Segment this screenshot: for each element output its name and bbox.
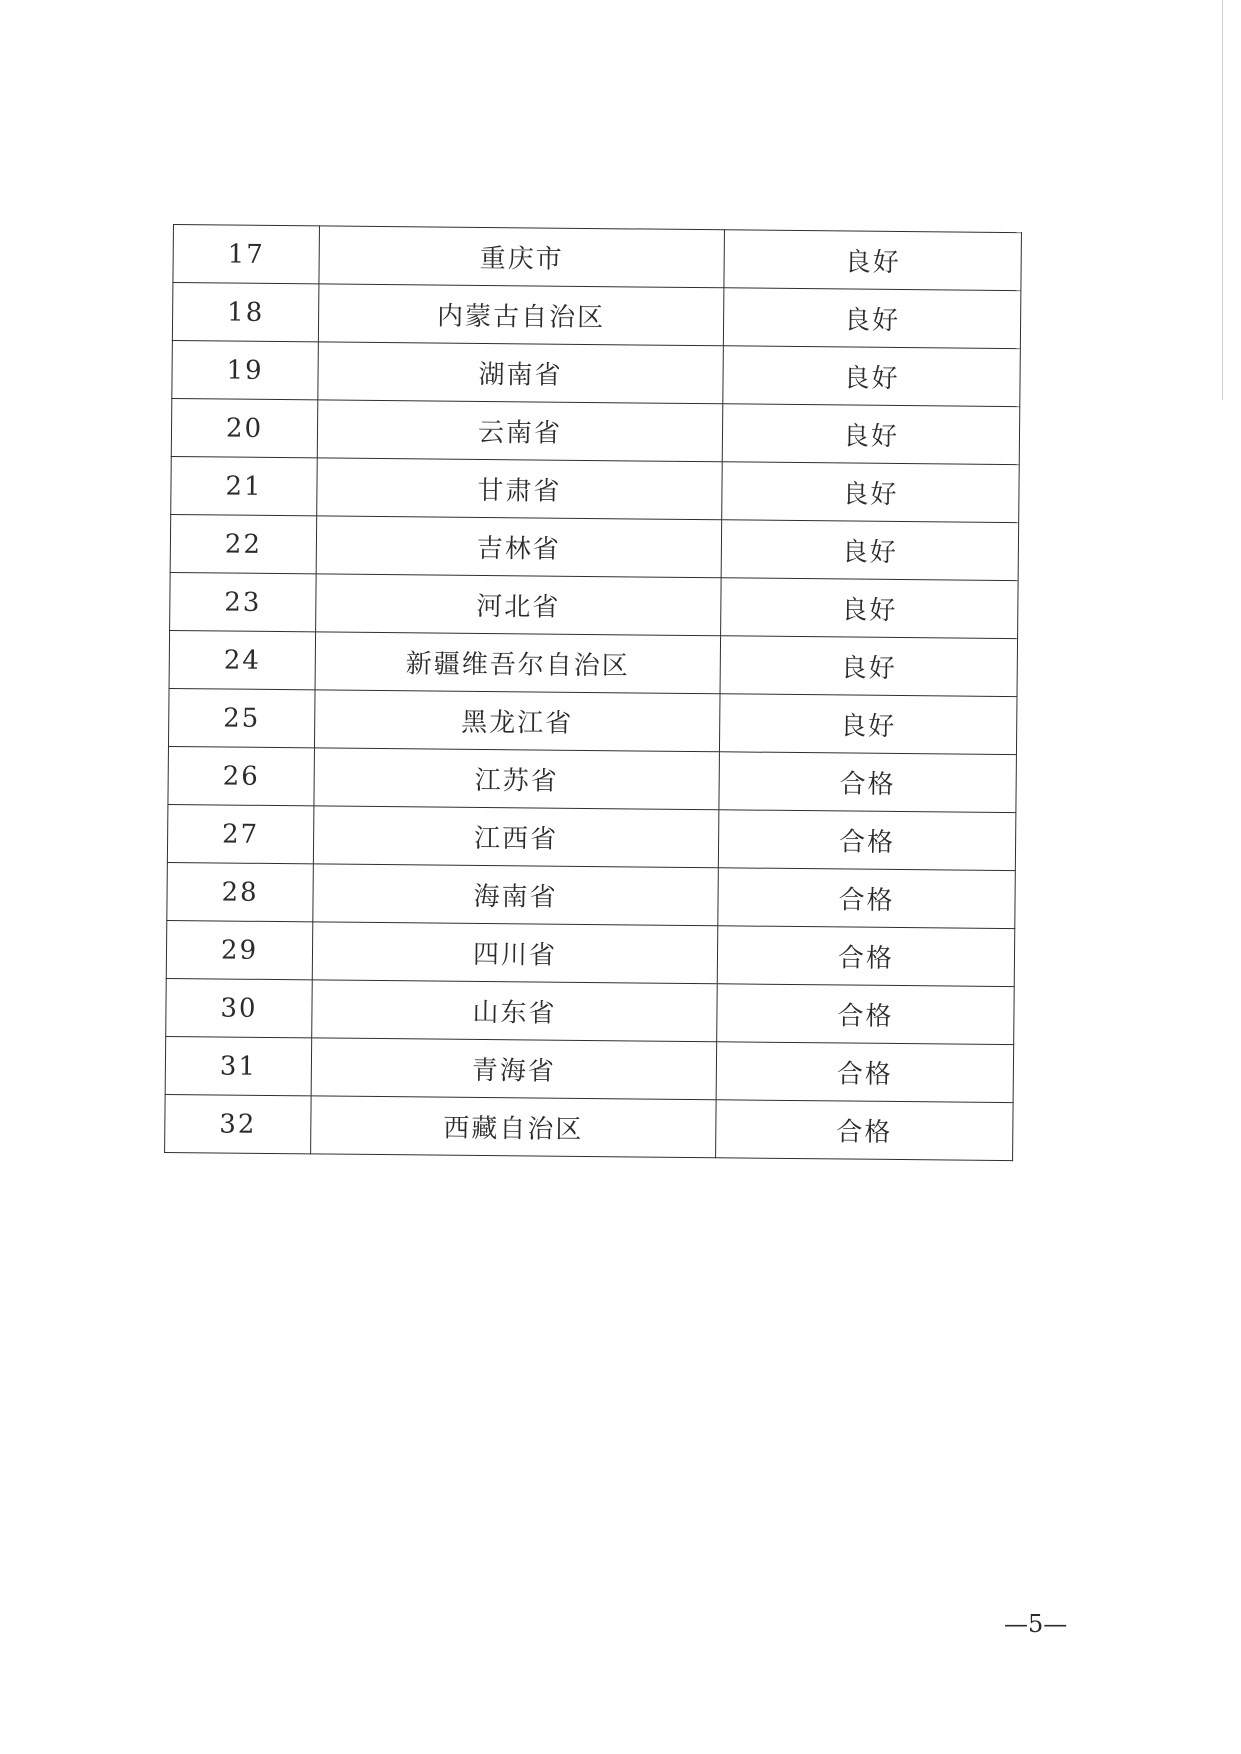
grade-cell: 良好 [724,230,1022,291]
row-number-cell: 17 [173,225,320,284]
region-name-cell: 江西省 [313,806,719,868]
row-number-cell: 28 [167,862,314,921]
region-name-cell: 河北省 [316,574,722,636]
grade-cell: 良好 [723,288,1021,349]
grade-cell: 合格 [718,868,1016,929]
grade-cell: 合格 [718,810,1016,871]
table-row [170,514,1019,580]
row-number-cell: 19 [172,340,319,399]
table-row [172,340,1021,406]
grade-cell: 良好 [722,462,1020,523]
table-row [167,804,1016,870]
table-row [171,398,1020,464]
row-number-cell: 27 [167,804,314,863]
region-name-cell: 内蒙古自治区 [318,284,724,346]
region-name-cell: 黑龙江省 [314,690,720,752]
region-name-cell: 湖南省 [318,342,724,404]
region-name-cell: 云南省 [317,400,723,462]
row-number-cell: 22 [170,514,317,573]
grade-cell: 合格 [719,752,1017,813]
table-row [165,1036,1014,1102]
table-row [169,630,1018,696]
row-number-cell: 25 [168,688,315,747]
table-row [167,862,1016,928]
results-table-body [165,225,1022,1161]
results-table [164,224,1022,1161]
row-number-cell: 20 [171,398,318,457]
table-row [170,572,1019,638]
region-name-cell: 甘肃省 [317,458,723,520]
grade-cell: 合格 [716,1100,1014,1161]
region-name-cell: 吉林省 [316,516,722,578]
grade-cell: 良好 [721,520,1019,581]
region-name-cell: 江苏省 [314,748,720,810]
region-name-cell: 海南省 [313,864,719,926]
table-row [166,920,1015,986]
grade-cell: 良好 [719,694,1017,755]
row-number-cell: 26 [168,746,315,805]
table-row [172,283,1021,349]
row-number-cell: 24 [169,630,316,689]
row-number-cell: 23 [170,572,317,631]
row-number-cell: 18 [172,283,319,342]
grade-cell: 合格 [717,926,1015,987]
grade-cell: 合格 [716,1042,1014,1103]
table-row [168,746,1017,812]
row-number-cell: 32 [165,1094,312,1153]
grade-cell: 合格 [717,984,1015,1045]
grade-cell: 良好 [722,404,1020,465]
table-row [168,688,1017,754]
grade-cell: 良好 [720,636,1018,697]
region-name-cell: 西藏自治区 [311,1096,717,1158]
table-row [173,225,1022,291]
region-name-cell: 新疆维吾尔自治区 [315,632,721,694]
region-name-cell: 四川省 [312,922,718,984]
table-row [166,978,1015,1044]
row-number-cell: 30 [166,978,313,1037]
table-row [165,1094,1014,1160]
page-number: —5— [1004,1610,1068,1638]
region-name-cell: 山东省 [312,980,718,1042]
row-number-cell: 31 [165,1036,312,1095]
grade-cell: 良好 [723,346,1021,407]
grade-cell: 良好 [721,578,1019,639]
table-row [171,456,1020,522]
row-number-cell: 21 [171,456,318,515]
scan-edge-line [1222,0,1223,400]
row-number-cell: 29 [166,920,313,979]
region-name-cell: 重庆市 [319,226,725,288]
region-name-cell: 青海省 [311,1038,717,1100]
